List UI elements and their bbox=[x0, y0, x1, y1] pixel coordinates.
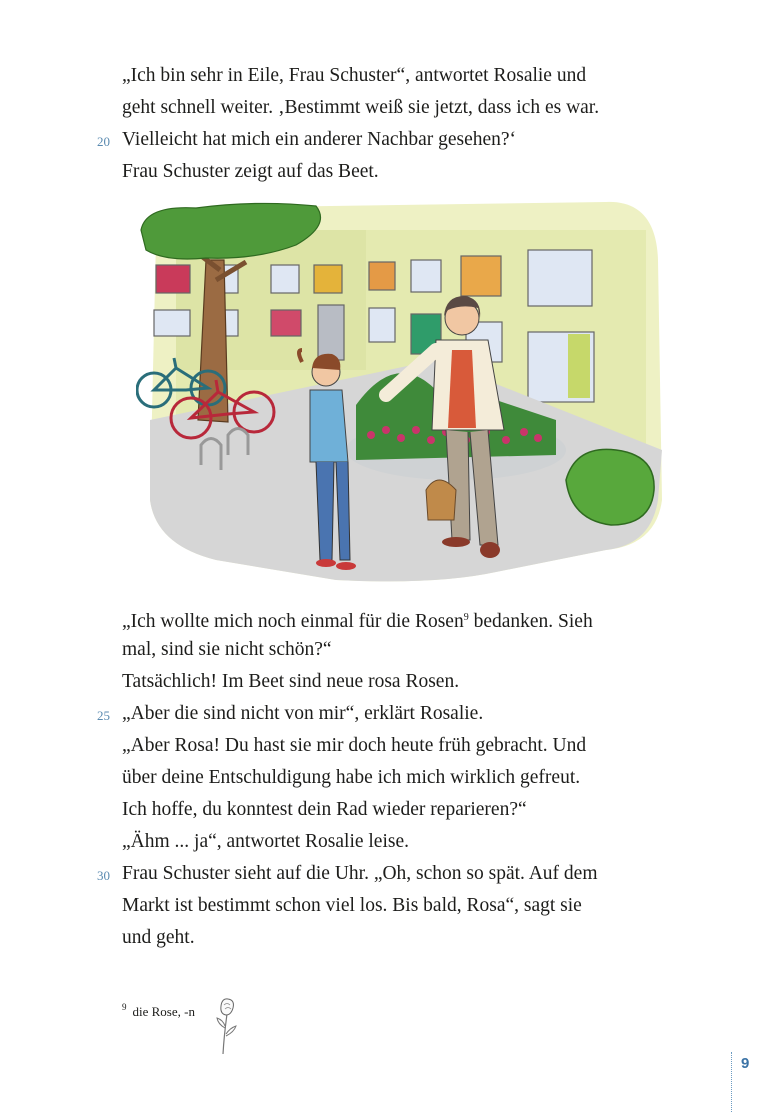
text-line: „Aber die sind nicht von mir“, erklärt Rosalie. bbox=[122, 703, 484, 724]
footnote-text: die Rose, -n bbox=[132, 1004, 195, 1019]
text-line: Tatsächlich! Im Beet sind neue rosa Rosen. bbox=[122, 671, 460, 692]
page-number-divider bbox=[731, 1052, 732, 1112]
text-line: Markt ist bestimmt schon viel los. Bis bald, Rosa“, sagt sie bbox=[122, 895, 582, 916]
page-number: 9 bbox=[741, 1055, 750, 1072]
rose-icon bbox=[214, 996, 240, 1056]
footnote-marker: 9 bbox=[463, 612, 469, 623]
text-fragment: bedanken. Sieh bbox=[468, 611, 593, 632]
footnote-number: 9 bbox=[122, 1002, 127, 1012]
text-line: Frau Schuster sieht auf die Uhr. „Oh, schon so spät. Auf dem bbox=[122, 863, 598, 884]
text-line: Vielleicht hat mich ein anderer Nachbar gesehen?‘ bbox=[122, 129, 517, 150]
text-fragment: „Ich wollte mich noch einmal für die Rosen bbox=[122, 611, 464, 632]
text-line bbox=[122, 606, 593, 634]
text-line: geht schnell weiter. ‚Bestimmt weiß sie jetzt, dass ich es war. bbox=[122, 97, 600, 118]
line-number-30: 30 bbox=[97, 868, 110, 883]
text-line: über deine Entschuldigung habe ich mich wirklich gefreut. bbox=[122, 767, 581, 788]
text-line: „Ich bin sehr in Eile, Frau Schuster“, antwortet Rosalie und bbox=[122, 65, 587, 86]
text-line: und geht. bbox=[122, 927, 195, 948]
footnote bbox=[122, 998, 195, 1021]
text-line: „Ähm ... ja“, antwortet Rosalie leise. bbox=[122, 831, 409, 852]
line-number-20: 20 bbox=[97, 134, 110, 149]
text-line: Ich hoffe, du konntest dein Rad wieder reparieren?“ bbox=[122, 799, 527, 820]
text-line: mal, sind sie nicht schön?“ bbox=[122, 639, 332, 660]
text-line: „Aber Rosa! Du hast sie mir doch heute früh gebracht. Und bbox=[122, 735, 587, 756]
text-line: Frau Schuster zeigt auf das Beet. bbox=[122, 161, 379, 182]
story-illustration bbox=[136, 200, 664, 585]
line-number-25: 25 bbox=[97, 708, 110, 723]
